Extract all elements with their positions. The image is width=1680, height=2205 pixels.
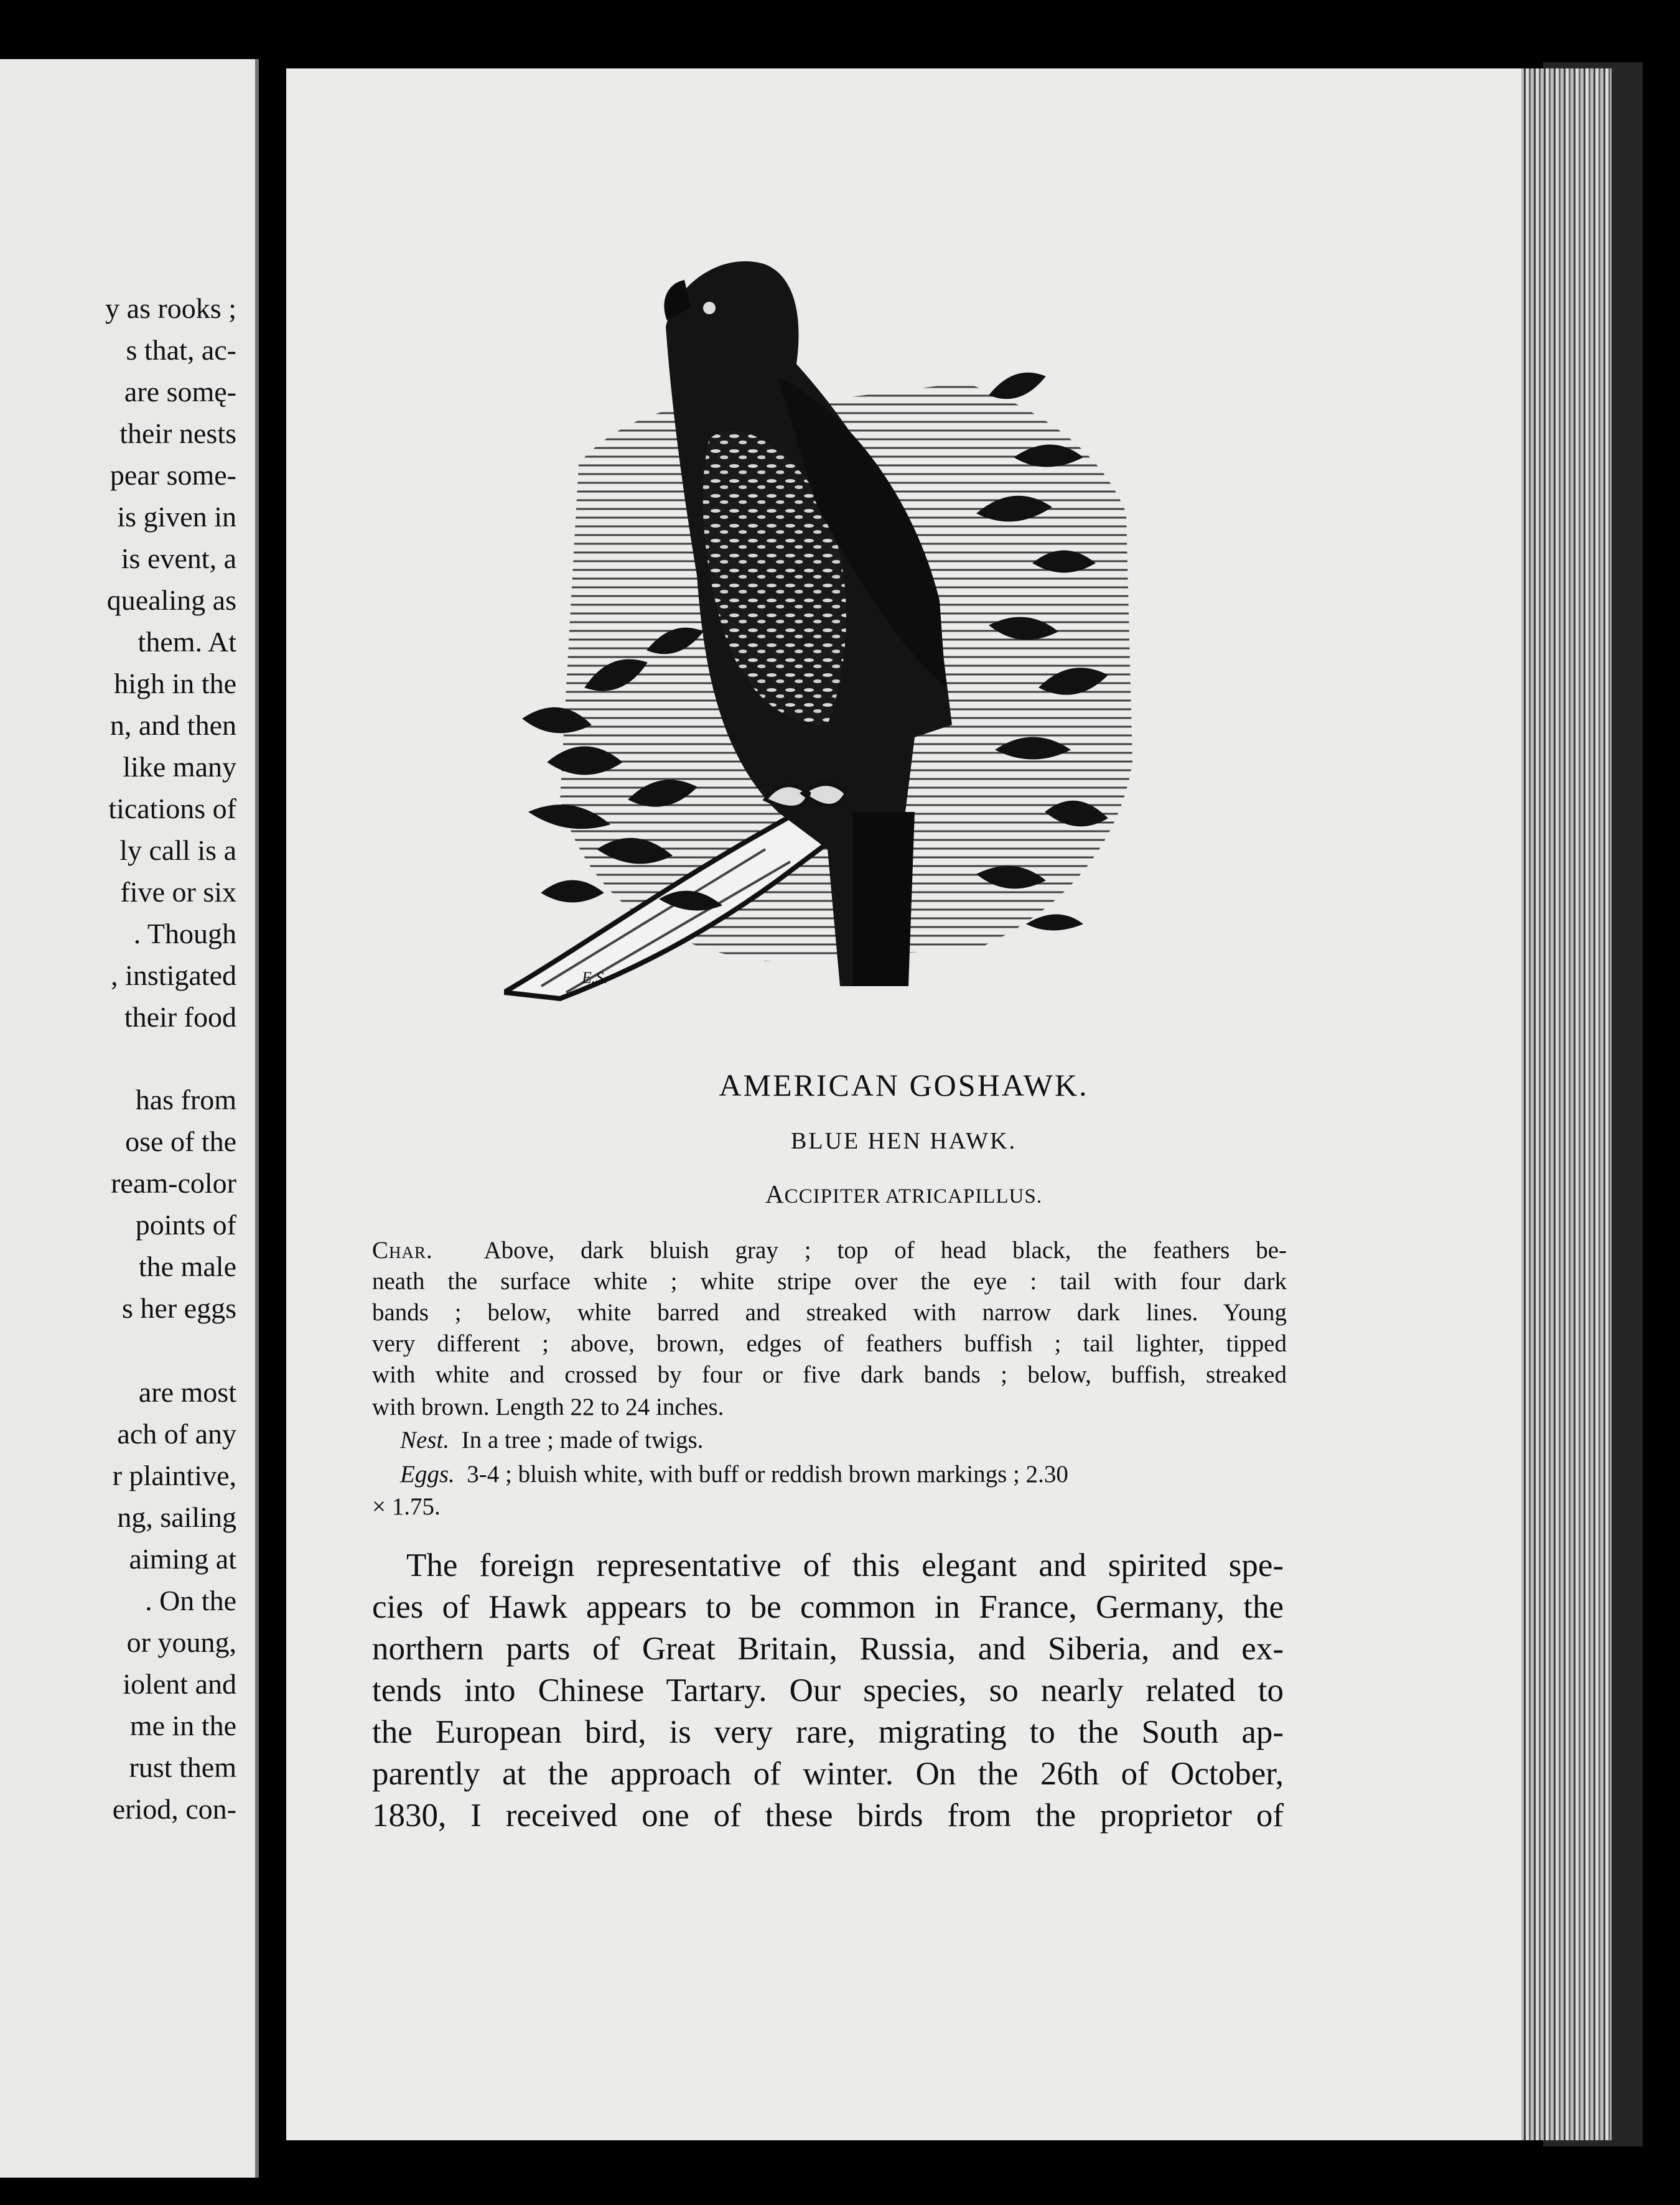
scientific-name-rest: CCIPITER ATRICAPILLUS. [784,1185,1042,1208]
left-page-line: me in the [129,1710,236,1741]
char-line: neath the surface white ; white stripe over the eye : tail with four dark [372,1268,1287,1295]
scientific-name-initial: A [765,1180,785,1208]
left-page-line: is event, a [121,543,236,574]
left-page-line: r plaintive, [112,1460,236,1491]
left-page-line: ream-color [111,1167,236,1199]
left-page-line: . On the [145,1585,236,1616]
left-page-line: , instigated [111,959,236,991]
left-page-line: like many [123,751,236,783]
eggs-text: 3-4 ; bluish white, with buff or reddish brown markings ; 2.30 [467,1461,1068,1488]
eggs-line [400,1462,1287,1486]
left-page-line: rust them [129,1751,236,1783]
body-line: tends into Chinese Tartary. Our species, so nearly related to [372,1672,1284,1709]
left-page-line: pear some- [110,459,236,491]
left-page-line: are most [138,1376,236,1408]
left-page-line: . Though [133,918,236,949]
left-page-line: their food [124,1001,236,1033]
left-page-line: ose of the [125,1126,236,1157]
left-page-line: five or six [120,876,236,908]
left-page-line: is given in [117,501,236,533]
left-page-line: are somę- [124,376,236,408]
left-page-line: or young, [126,1626,236,1658]
char-text: Above, dark bluish gray ; top of head black, the feathers be- [483,1237,1287,1264]
char-line: bands ; below, white barred and streaked with narrow dark lines. Young [372,1299,1287,1326]
left-page-line: ly call is a [119,834,236,866]
goshawk-engraving [504,252,1151,1005]
left-page-line: the male [138,1251,236,1282]
left-page-line: ach of any [117,1418,236,1450]
scientific-name [286,1179,1521,1209]
left-facing-page [0,59,259,2178]
eggs-line-continued: × 1.75. [372,1493,441,1520]
left-page-line: quealing as [106,584,236,616]
body-line: 1830, I received one of these birds from the proprietor of [372,1797,1284,1834]
left-page-line: ng, sailing [117,1501,236,1533]
illustration-signature: E.S. [582,969,608,987]
left-page-line: tications of [108,793,236,824]
body-line: parently at the approach of winter. On the 26th of October, [372,1756,1284,1792]
left-page-line: s that, ac- [126,334,236,366]
char-line: very different ; above, brown, edges of feathers buffish ; tail lighter, tipped [372,1330,1287,1357]
body-line: The foreign representative of this elegant and spirited spe- [406,1547,1284,1583]
left-page-line: has from [135,1084,236,1116]
left-page-line: them. At [138,626,236,658]
page-title: AMERICAN GOSHAWK. [719,1068,1089,1102]
left-page-line: high in the [114,668,236,699]
common-name-subtitle: BLUE HEN HAWK. [791,1128,1017,1154]
page-edges [1506,68,1612,2140]
nest-line [400,1428,1315,1452]
body-line: the European bird, is very rare, migrating to the South ap- [372,1714,1284,1750]
left-page-line: points of [135,1209,236,1241]
body-line: northern parts of Great Britain, Russia, and Siberia, and ex- [372,1631,1284,1667]
left-page-line: y as rooks ; [105,292,236,324]
nest-label: Nest. [400,1427,450,1453]
body-line: cies of Hawk appears to be common in France, Germany, the [372,1589,1284,1625]
left-page-line: n, and then [110,709,236,741]
left-page-line: aiming at [129,1543,236,1575]
char-line: with white and crossed by four or five dark bands ; below, buffish, streaked [372,1361,1287,1388]
eggs-label: Eggs. [400,1461,455,1488]
char-line [372,1238,1287,1262]
left-page-line: eriod, con- [112,1793,236,1825]
left-page-line: iolent and [123,1668,236,1700]
nest-text: In a tree ; made of twigs. [461,1427,704,1453]
left-page-line: their nests [119,417,236,449]
char-line: with brown. Length 22 to 24 inches. [372,1394,724,1420]
left-page-line: s her eggs [122,1292,236,1324]
char-label: Char. [372,1237,433,1264]
